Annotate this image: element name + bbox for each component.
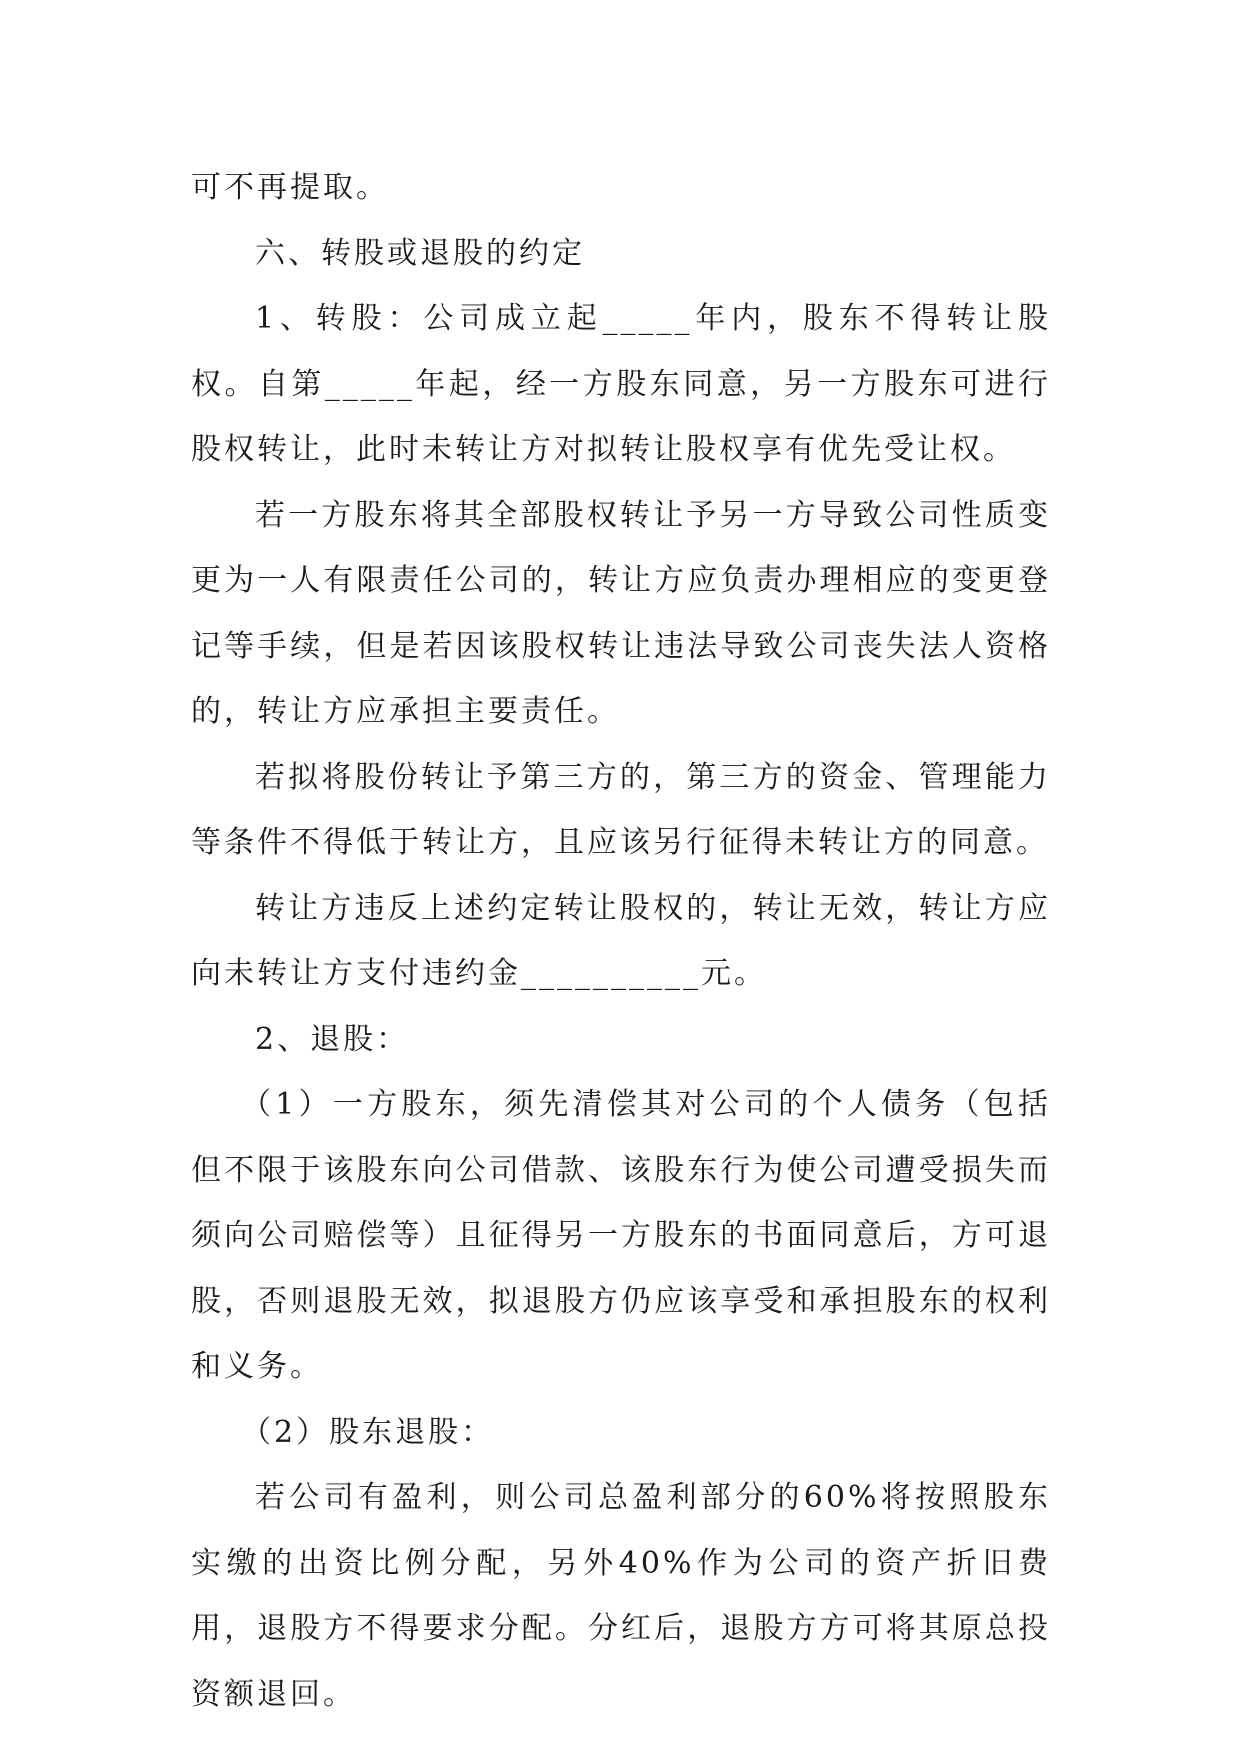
paragraph-penalty: 转让方违反上述约定转让股权的，转让无效，转让方应向未转让方支付违约金__________元。 (191, 890, 1051, 991)
subsection-heading-shareholder-withdrawal: （2）股东退股： (241, 1414, 495, 1450)
paragraph-withdrawal-condition: （1）一方股东，须先清偿其对公司的个人债务（包括但不限于该股东向公司借款、该股东行为使公司遭受损失而须向公司赔偿等）且征得另一方股东的书面同意后，方可退股，否则退股无效，拟退股方仍应该享受和承担股东的权利和义务。 (191, 1087, 1051, 1384)
paragraph-profit-distribution: 若公司有盈利，则公司总盈利部分的60%将按照股东实缴的出资比例分配，另外40%作为公司的资产折旧费用，退股方不得要求分配。分红后，退股方方可将其原总投资额退回。 (191, 1480, 1051, 1712)
paragraph-full-transfer: 若一方股东将其全部股权转让予另一方导致公司性质变更为一人有限责任公司的，转让方应负责办理相应的变更登记等手续，但是若因该股权转让违法导致公司丧失法人资格的，转让方应承担主要责任。 (191, 497, 1051, 729)
subsection-heading-withdrawal: 2、退股： (255, 1021, 410, 1057)
document-body (191, 155, 1051, 1727)
paragraph-continuation: 可不再提取。 (191, 170, 389, 205)
paragraph-transfer-clause: 1、转股：公司成立起_____年内，股东不得转让股权。自第_____年起，经一方股东同意，另一方股东可进行股权转让，此时未转让方对拟转让股权享有优先受让权。 (191, 301, 1051, 467)
paragraph-third-party: 若拟将股份转让予第三方的，第三方的资金、管理能力等条件不得低于转让方，且应该另行征得未转让方的同意。 (191, 759, 1051, 860)
section-heading: 六、转股或退股的约定 (255, 235, 585, 271)
